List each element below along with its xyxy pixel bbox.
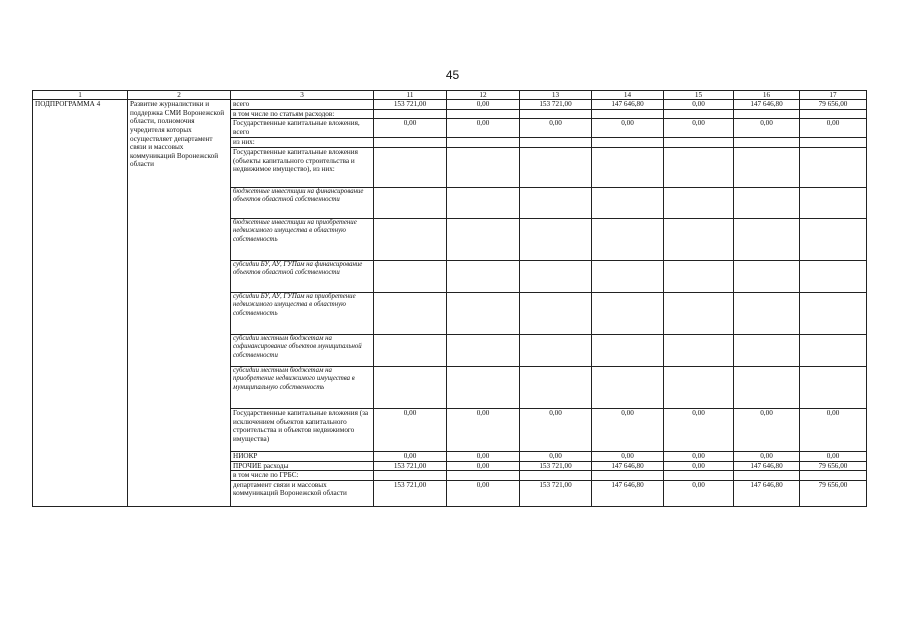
value-cell: 0,00 [664, 461, 734, 471]
header-row [33, 91, 867, 100]
value-cell [374, 292, 447, 334]
value-cell: 0,00 [592, 119, 664, 138]
page-number: 45 [445, 68, 460, 82]
value-cell [664, 366, 734, 408]
row-label: из них: [231, 138, 374, 148]
row-label: субсидии БУ, АУ, ГУПам на приобретение недвижимого имущества в областную собственность [231, 292, 374, 334]
value-cell: 0,00 [800, 408, 867, 451]
value-cell: 0,00 [664, 451, 734, 461]
value-cell [592, 147, 664, 187]
value-cell: 0,00 [447, 100, 520, 110]
value-cell [592, 366, 664, 408]
row-label: Государственные капитальные вложения, всего [231, 119, 374, 138]
value-cell: 147 646,80 [592, 461, 664, 471]
row-label: субсидии местным бюджетам на софинансирование объектов муниципальной собственности [231, 334, 374, 366]
value-cell: 0,00 [447, 408, 520, 451]
value-cell: 0,00 [800, 451, 867, 461]
value-cell: 0,00 [520, 119, 592, 138]
value-cell: 0,00 [374, 408, 447, 451]
value-cell: 147 646,80 [734, 461, 800, 471]
row-label: в том числе по статьям расходов: [231, 109, 374, 119]
header-cell: 14 [592, 91, 664, 100]
value-cell [734, 147, 800, 187]
value-cell [734, 218, 800, 260]
value-cell [520, 187, 592, 218]
value-cell [447, 334, 520, 366]
value-cell [520, 366, 592, 408]
value-cell [374, 334, 447, 366]
value-cell [800, 334, 867, 366]
value-cell [592, 138, 664, 148]
value-cell [520, 138, 592, 148]
value-cell [800, 147, 867, 187]
value-cell [447, 138, 520, 148]
value-cell: 153 721,00 [374, 480, 447, 506]
value-cell: 147 646,80 [734, 100, 800, 110]
header-cell: 11 [374, 91, 447, 100]
value-cell: 0,00 [664, 480, 734, 506]
value-cell [664, 260, 734, 292]
value-cell: 0,00 [592, 451, 664, 461]
subprogram-name: ПОДПРОГРАММА 4 [33, 100, 128, 507]
value-cell [800, 109, 867, 119]
value-cell: 0,00 [447, 119, 520, 138]
value-cell [592, 292, 664, 334]
value-cell: 0,00 [447, 480, 520, 506]
header-cell: 15 [664, 91, 734, 100]
header-cell: 12 [447, 91, 520, 100]
value-cell [374, 187, 447, 218]
header-cell: 1 [33, 91, 128, 100]
row-label: ПРОЧИЕ расходы [231, 461, 374, 471]
value-cell [374, 366, 447, 408]
value-cell: 79 656,00 [800, 100, 867, 110]
value-cell [664, 334, 734, 366]
value-cell [447, 147, 520, 187]
row-label: Государственные капитальные вложения (за исключением объектов капитального строительства и объектов недвижимого имущества) [231, 408, 374, 451]
value-cell: 0,00 [374, 451, 447, 461]
value-cell: 0,00 [734, 408, 800, 451]
row-label: бюджетные инвестиции на приобретение недвижимого имущества в областную собственность [231, 218, 374, 260]
table-row [33, 100, 867, 110]
value-cell: 79 656,00 [800, 480, 867, 506]
value-cell [664, 147, 734, 187]
value-cell [447, 366, 520, 408]
value-cell: 0,00 [447, 461, 520, 471]
value-cell [800, 218, 867, 260]
value-cell [592, 187, 664, 218]
value-cell [520, 292, 592, 334]
subprogram-description: Развитие журналистики и поддержка СМИ Воронежской области, полномочия учредителя которых осуществляет департамент связи и массовых коммуникаций Воронежской области [128, 100, 231, 507]
value-cell [447, 218, 520, 260]
value-cell: 153 721,00 [520, 480, 592, 506]
value-cell [447, 187, 520, 218]
row-label: субсидии местным бюджетам на приобретение недвижимого имущества в муниципальную собственность [231, 366, 374, 408]
value-cell [447, 260, 520, 292]
value-cell [447, 109, 520, 119]
value-cell [592, 334, 664, 366]
value-cell [664, 187, 734, 218]
value-cell: 153 721,00 [374, 461, 447, 471]
value-cell [734, 292, 800, 334]
value-cell [374, 147, 447, 187]
value-cell: 153 721,00 [520, 461, 592, 471]
value-cell: 0,00 [374, 119, 447, 138]
value-cell [374, 138, 447, 148]
row-label: департамент связи и массовых коммуникаций Воронежской области [231, 480, 374, 506]
value-cell: 0,00 [447, 451, 520, 461]
value-cell [592, 218, 664, 260]
value-cell [592, 471, 664, 481]
value-cell: 0,00 [664, 119, 734, 138]
value-cell [592, 109, 664, 119]
value-cell [800, 187, 867, 218]
value-cell: 0,00 [520, 408, 592, 451]
value-cell [664, 109, 734, 119]
value-cell [374, 471, 447, 481]
value-cell [800, 366, 867, 408]
value-cell [520, 109, 592, 119]
value-cell: 79 656,00 [800, 461, 867, 471]
value-cell: 0,00 [520, 451, 592, 461]
value-cell [520, 260, 592, 292]
value-cell [374, 109, 447, 119]
value-cell [664, 292, 734, 334]
value-cell: 0,00 [664, 100, 734, 110]
value-cell [734, 187, 800, 218]
value-cell [734, 138, 800, 148]
value-cell [800, 471, 867, 481]
value-cell: 153 721,00 [374, 100, 447, 110]
value-cell: 147 646,80 [734, 480, 800, 506]
value-cell: 153 721,00 [520, 100, 592, 110]
row-label: всего [231, 100, 374, 110]
value-cell: 147 646,80 [592, 100, 664, 110]
value-cell [734, 334, 800, 366]
row-label: Государственные капитальные вложения (объекты капитального строительства и недвижимое имущество), из них: [231, 147, 374, 187]
value-cell [520, 218, 592, 260]
value-cell [734, 366, 800, 408]
value-cell [447, 471, 520, 481]
value-cell [734, 260, 800, 292]
value-cell: 0,00 [664, 408, 734, 451]
header-cell: 17 [800, 91, 867, 100]
value-cell [520, 147, 592, 187]
value-cell: 0,00 [592, 408, 664, 451]
value-cell [800, 292, 867, 334]
value-cell [447, 292, 520, 334]
header-cell: 3 [231, 91, 374, 100]
value-cell [374, 218, 447, 260]
value-cell: 0,00 [800, 119, 867, 138]
header-cell: 2 [128, 91, 231, 100]
row-label: НИОКР [231, 451, 374, 461]
value-cell [520, 471, 592, 481]
budget-table [32, 90, 867, 507]
value-cell [664, 138, 734, 148]
value-cell [664, 218, 734, 260]
value-cell [520, 334, 592, 366]
value-cell [664, 471, 734, 481]
header-cell: 16 [734, 91, 800, 100]
value-cell [734, 109, 800, 119]
value-cell: 0,00 [734, 451, 800, 461]
value-cell [734, 471, 800, 481]
row-label: бюджетные инвестиции на финансирование объектов областной собственности [231, 187, 374, 218]
value-cell [374, 260, 447, 292]
value-cell [800, 138, 867, 148]
row-label: в том числе по ГРБС: [231, 471, 374, 481]
value-cell: 147 646,80 [592, 480, 664, 506]
header-cell: 13 [520, 91, 592, 100]
row-label: субсидии БУ, АУ, ГУПам на финансирование объектов областной собственности [231, 260, 374, 292]
value-cell [800, 260, 867, 292]
value-cell [592, 260, 664, 292]
value-cell: 0,00 [734, 119, 800, 138]
